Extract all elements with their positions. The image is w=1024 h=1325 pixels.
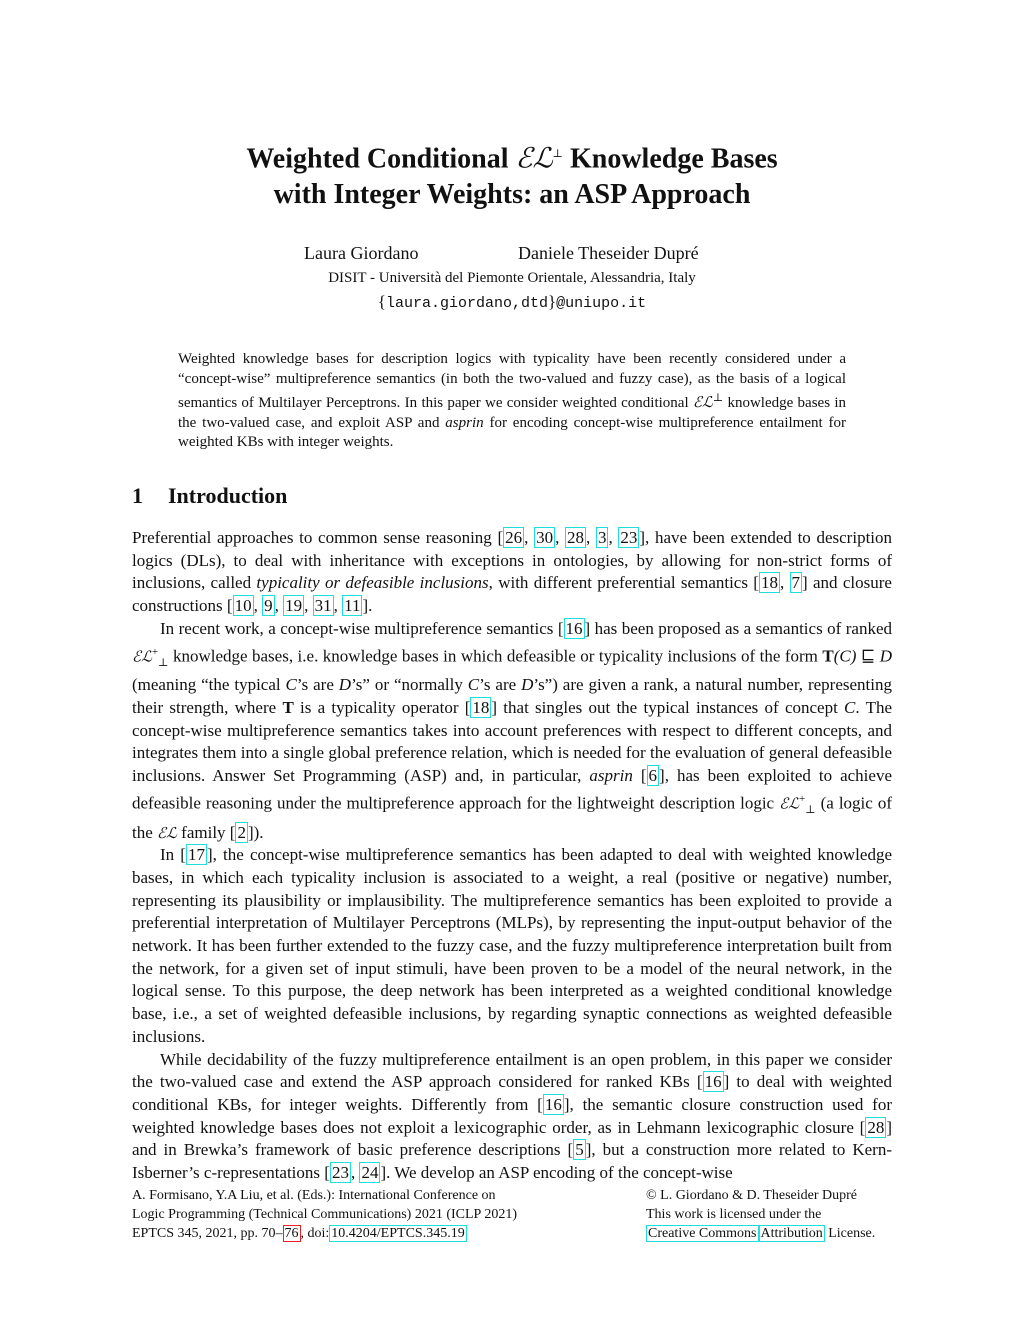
citation-link[interactable]: 28 — [867, 1117, 885, 1137]
citation-link[interactable]: 2 — [237, 822, 246, 842]
footer-proceedings: A. Formisano, Y.A Liu, et al. (Eds.): International Conference on Logic Programming (Technical Communications) 2021 (ICLP 2021) EPTCS 345, 2021, pp. 70– 76 , doi: 10.4204/EPTCS.345.19 — [132, 1188, 517, 1241]
citation-link[interactable]: 30 — [536, 528, 554, 547]
citation-link[interactable]: 3 — [597, 528, 607, 547]
citation-link[interactable]: 16 — [565, 618, 583, 638]
emails[interactable]: {laura.giordano,dtd}@uniupo.it — [377, 292, 647, 312]
citation-link[interactable]: 24 — [361, 1163, 379, 1183]
attribution-link[interactable]: Attribution — [760, 1226, 823, 1241]
logic-name: ℰℒ — [515, 141, 553, 175]
abstract: Weighted knowledge bases for description logics with typicality have been recently considered under a “concept-wise” multipreference semantics (in both the two-valued and fuzzy case), as the basis of a logical semantics of Multilayer Perceptrons. In this paper we consider weighted conditional ℰℒ⊥ knowledge bases in the two-valued case, and exploit ASP and asprin for encoding concept-wise multipreference entailment for weighted KBs with integer weights. — [178, 351, 846, 451]
affiliation: DISIT - Università del Piemonte Orientale, Alessandria, Italy — [328, 270, 696, 286]
citation-link[interactable]: 18 — [760, 573, 778, 593]
citation-link[interactable]: 17 — [187, 845, 205, 865]
doi-link[interactable]: 10.4204/EPTCS.345.19 — [331, 1226, 465, 1241]
citation-link[interactable]: 7 — [791, 573, 801, 593]
citation-link[interactable]: 23 — [331, 1163, 349, 1183]
title-line-2: with Integer Weights: an ASP Approach — [273, 179, 751, 211]
citation-link[interactable]: 6 — [648, 766, 658, 786]
author-2: Daniele Theseider Dupré — [518, 243, 699, 263]
citation-link[interactable]: 16 — [704, 1072, 722, 1092]
last-page-link[interactable]: 76 — [284, 1226, 299, 1241]
citation-link[interactable]: 11 — [344, 596, 361, 616]
logic-superscript: ⊥ — [552, 147, 563, 160]
citation-link[interactable]: 18 — [472, 697, 490, 717]
citation-link[interactable]: 23 — [620, 528, 638, 547]
footer-license: © L. Giordano & D. Theseider Dupré This work is licensed under the Creative Commons Attribution License. — [646, 1188, 876, 1241]
section-number: 1 — [132, 483, 143, 508]
citation-link[interactable]: 16 — [544, 1094, 562, 1114]
logic-name: ℰℒ — [157, 823, 177, 842]
title-line-1: Weighted Conditional ℰℒ⊥ Knowledge Bases — [246, 141, 778, 175]
author-1: Laura Giordano — [304, 243, 419, 263]
body-text — [132, 527, 892, 1185]
section-title: Introduction — [168, 483, 288, 508]
citation-link[interactable]: 5 — [575, 1140, 584, 1160]
citation-link[interactable]: 9 — [264, 596, 273, 616]
paragraph-1: Preferential approaches to common sense reasoning [ 26 , 30 , 28 , 3 , 23 ], have been extended to description logics (DLs), to deal with inheritance with exceptions in ontologies, by allowing for non-strict forms of inclusions, called typicality or defeasible inclusions, with different preferential semantics [ 18 , 7 ] and closure constructions [ 10 , 9 , 19 , 31 , 11 ]. — [132, 528, 893, 616]
asprin-term: asprin — [445, 414, 484, 431]
section-heading — [132, 483, 287, 509]
citation-link[interactable]: 10 — [234, 596, 252, 616]
logic-name: ℰℒ — [692, 393, 713, 412]
citation-link[interactable]: 31 — [314, 596, 332, 616]
logic-name: ℰℒ — [779, 794, 800, 813]
paragraph-2: In recent work, a concept-wise multipreference semantics [ 16 ] has been proposed as a semantics of ranked ℰℒ+$_\perp$ knowledge bases, i.e. knowledge bases in which defeasible or typicality inclusions of the form T(C) ⊑ D (meaning “the typical C’s are D’s” or “normally C’s are D’s”) are given a rank, a natural number, representing their strength, where T is a typicality operator [ 18 ] that singles out the typical instances of concept C. The concept-wise multipreference semantics takes into account preferences with respect to different concepts, and integrates them into a single global preference relation, which is needed for the evaluation of general defeasible inclusions. Answer Set Programming (ASP) and, in particular, asprin [ 6 ], has been exploited to achieve defeasible reasoning under the multipreference approach for the lightweight description logic ℰℒ+$_\perp$ (a logic of the ℰℒ family [ 2 ]). — [132, 618, 893, 842]
logic-name: ℰℒ — [132, 647, 152, 666]
paragraph-4: While decidability of the fuzzy multipreference entailment is an open problem, in this paper we consider the two-valued case and extend the ASP approach considered for ranked KBs [ 16 ] to deal with weighted conditional KBs, for integer weights. Differently from [ 16 ], the semantic closure construction used for weighted knowledge bases does not exploit a lexicographic order, as in Lehmann lexicographic closure [ 28 ] and in Brewka’s framework of basic preference descriptions [ 5 ], but a construction more related to Kern-Isberner’s c-representations [ 23 , 24 ]. We develop an ASP encoding of the concept-wise — [132, 1049, 892, 1183]
citation-link[interactable]: 28 — [567, 528, 585, 547]
paper-title — [132, 136, 892, 213]
paragraph-3: In [ 17 ], the concept-wise multipreference semantics has been adapted to deal with weighted knowledge bases, in which each typicality inclusion is associated to a weight, a real (positive or negative) number, representing its plausibility or implausibility. The multipreference semantics has been exploited to provide a preferential interpretation of Multilayer Perceptrons (MLPs), by representing the input-output behavior of the network. It has been further extended to the fuzzy case, and the fuzzy multipreference interpretation built from the network, for a given set of input stimuli, have been proven to be a model of the neural network, in the logical sense. To this purpose, the deep network has been interpreted as a weighted conditional knowledge base, i.e., a set of weighted defeasible inclusions, by regarding synaptic connections as weighted defeasible inclusions. — [132, 845, 892, 1046]
citation-link[interactable]: 26 — [505, 528, 523, 547]
creative-commons-link[interactable]: Creative Commons — [648, 1226, 757, 1241]
citation-link[interactable]: 19 — [285, 596, 303, 616]
